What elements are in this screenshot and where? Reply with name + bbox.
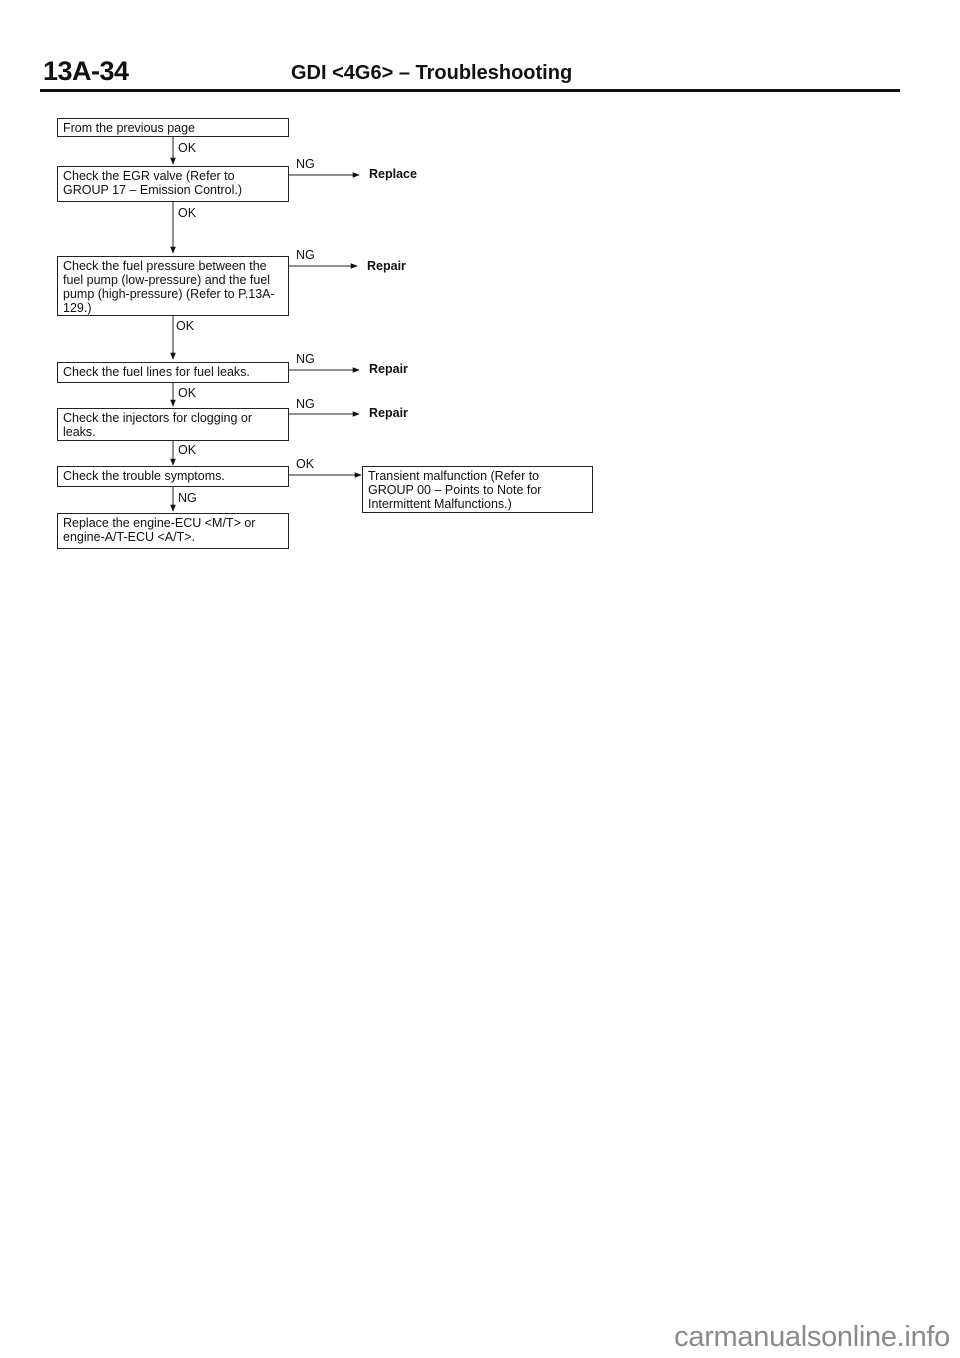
start-ok-label: OK	[178, 141, 197, 155]
fuel-pressure-ok-label: OK	[176, 319, 195, 333]
fuel-pressure-ng-result: Repair	[367, 259, 406, 273]
transient-malfunction-box: Transient malfunction (Refer to GROUP 00 – Points to Note for Intermittent Malfunctions.)	[362, 466, 593, 513]
egr-ng-result: Replace	[369, 167, 417, 181]
trouble-symptoms-box: Check the trouble symptoms.	[57, 466, 289, 487]
page-number: 13A-34	[43, 56, 129, 86]
trouble-ng-label: NG	[178, 491, 197, 505]
injectors-check-box: Check the injectors for clogging or leaks.	[57, 408, 289, 441]
fuel-lines-ng-result: Repair	[369, 362, 408, 376]
injectors-ok-label: OK	[178, 443, 197, 457]
egr-ng-label: NG	[296, 157, 315, 171]
replace-ecu-box: Replace the engine-ECU <M/T> or engine-A/T-ECU <A/T>.	[57, 513, 289, 549]
fuel-lines-ok-label: OK	[178, 386, 197, 400]
page-title: GDI <4G6> – Troubleshooting	[291, 62, 573, 84]
trouble-ok-label: OK	[296, 457, 315, 471]
injectors-ng-result: Repair	[369, 406, 408, 420]
footer-watermark: carmanualsonline.info	[674, 1321, 950, 1353]
fuel-pressure-ng-label: NG	[296, 248, 315, 262]
egr-ok-label: OK	[178, 206, 197, 220]
fuel-lines-check-box: Check the fuel lines for fuel leaks.	[57, 362, 289, 383]
fuel-pressure-check-box: Check the fuel pressure between the fuel pump (low-pressure) and the fuel pump (high-pressure) (Refer to P.13A-129.)	[57, 256, 289, 316]
fuel-lines-ng-label: NG	[296, 352, 315, 366]
injectors-ng-label: NG	[296, 397, 315, 411]
start-box: From the previous page	[57, 118, 289, 137]
egr-check-box: Check the EGR valve (Refer to GROUP 17 – Emission Control.)	[57, 166, 289, 202]
